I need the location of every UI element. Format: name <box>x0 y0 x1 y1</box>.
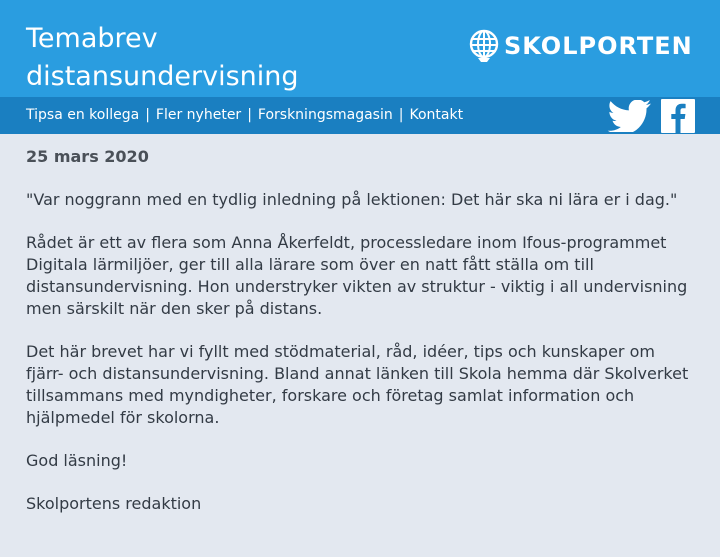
nav-separator: | <box>398 107 404 123</box>
header <box>0 0 720 97</box>
article-quote: "Var noggrann med en tydlig inledning på lektionen: Det här ska ni lära er i dag." <box>26 190 678 209</box>
nav-links <box>26 106 463 124</box>
nav-link-forskningsmagasin[interactable]: Forskningsmagasin <box>257 107 393 123</box>
title-line-2: distansundervisning <box>26 61 299 92</box>
globe-icon <box>469 29 499 63</box>
article-greeting: God läsning! <box>26 451 128 470</box>
nav-link-fler-nyheter[interactable]: Fler nyheter <box>155 107 242 123</box>
article-paragraph: Det här brevet har vi fyllt med stödmaterial, råd, idéer, tips och kunskaper om fjärr- och distansundervisning. Bland annat länken till Skola hemma där Skolverket tillsammans med myndigheter, forskare och företag samlat information och hjälpmedel för skolorna. <box>26 342 689 427</box>
title-line-1: Temabrev <box>26 23 158 54</box>
page-title <box>26 20 299 96</box>
article-date: 25 mars 2020 <box>26 147 149 166</box>
twitter-icon[interactable] <box>606 100 652 132</box>
nav-separator: | <box>145 107 150 123</box>
article-paragraph: Rådet är ett av flera som Anna Åkerfeldt, processledare inom Ifous-programmet Digitala lärmiljöer, ger till alla lärare som över en natt fått ställa om till distansundervisning. Hon understryker vikten av struktur - viktig i all undervisning men särskilt när den sker på distans. <box>26 233 688 318</box>
article <box>26 146 696 536</box>
nav-link-tipsa[interactable]: Tipsa en kollega <box>26 107 140 123</box>
logo-text: SKOLPORTEN <box>504 32 693 60</box>
nav-separator: | <box>247 107 252 123</box>
skolporten-logo[interactable] <box>469 26 693 66</box>
facebook-glyph <box>661 99 695 133</box>
nav-link-kontakt[interactable]: Kontakt <box>409 107 464 123</box>
facebook-icon[interactable] <box>661 99 695 133</box>
article-signature: Skolportens redaktion <box>26 494 202 513</box>
